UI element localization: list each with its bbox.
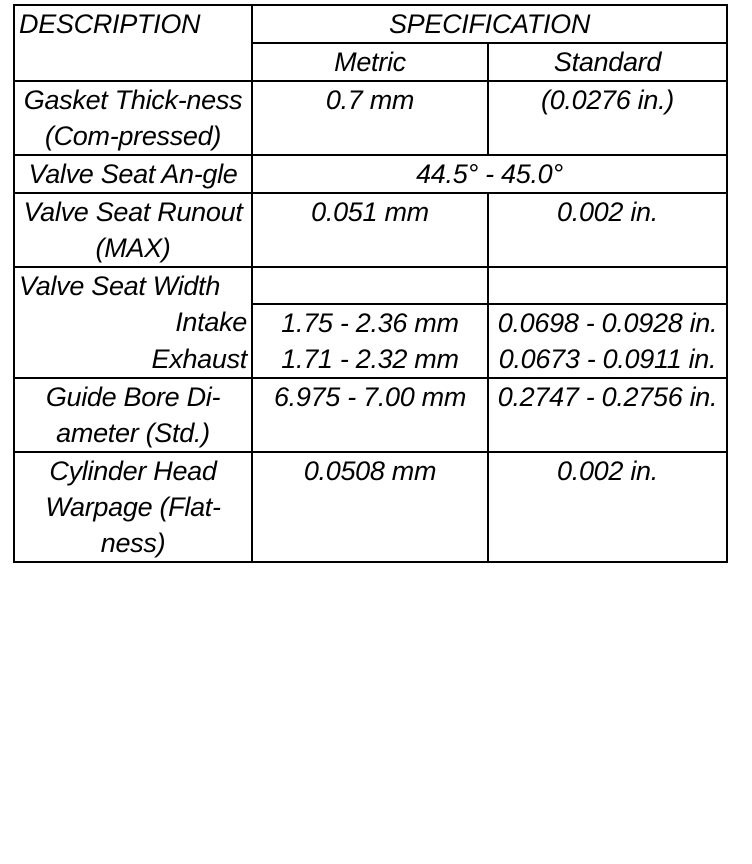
table-row — [14, 304, 727, 341]
row-standard: 0.0673 - 0.0911 in. — [488, 341, 727, 378]
standard-header: Standard — [488, 43, 727, 81]
row-description: Exhaust — [14, 341, 252, 378]
row-standard: 0.002 in. — [488, 193, 727, 267]
description-header: DESCRIPTION — [14, 5, 252, 81]
row-metric: 0.0508 mm — [252, 452, 488, 562]
row-metric-empty — [252, 267, 488, 304]
row-metric: 1.75 - 2.36 mm — [252, 304, 488, 341]
row-standard: 0.0698 - 0.0928 in. — [488, 304, 727, 341]
specification-header: SPECIFICATION — [252, 5, 727, 43]
row-standard: 0.002 in. — [488, 452, 727, 562]
row-description: Valve Seat Runout (MAX) — [14, 193, 252, 267]
row-description: Intake — [14, 304, 252, 341]
table-row — [14, 341, 727, 378]
row-standard: 0.2747 - 0.2756 in. — [488, 378, 727, 452]
row-metric: 6.975 - 7.00 mm — [252, 378, 488, 452]
row-description: Guide Bore Di-ameter (Std.) — [14, 378, 252, 452]
table-row — [14, 81, 727, 155]
table-row — [14, 378, 727, 452]
row-metric: 1.71 - 2.32 mm — [252, 341, 488, 378]
header-row — [14, 5, 727, 43]
row-description: Cylinder Head Warpage (Flat-ness) — [14, 452, 252, 562]
row-metric: 0.051 mm — [252, 193, 488, 267]
row-standard-empty — [488, 267, 727, 304]
metric-header: Metric — [252, 43, 488, 81]
row-description: Gasket Thick-ness (Com-pressed) — [14, 81, 252, 155]
group-title: Valve Seat Width — [14, 267, 252, 304]
specification-table — [13, 4, 728, 563]
table-row — [14, 452, 727, 562]
table-row — [14, 193, 727, 267]
row-standard: (0.0276 in.) — [488, 81, 727, 155]
row-description: Valve Seat An-gle — [14, 155, 252, 193]
table-row — [14, 267, 727, 304]
row-combined-value: 44.5° - 45.0° — [252, 155, 727, 193]
table-row — [14, 155, 727, 193]
row-metric: 0.7 mm — [252, 81, 488, 155]
